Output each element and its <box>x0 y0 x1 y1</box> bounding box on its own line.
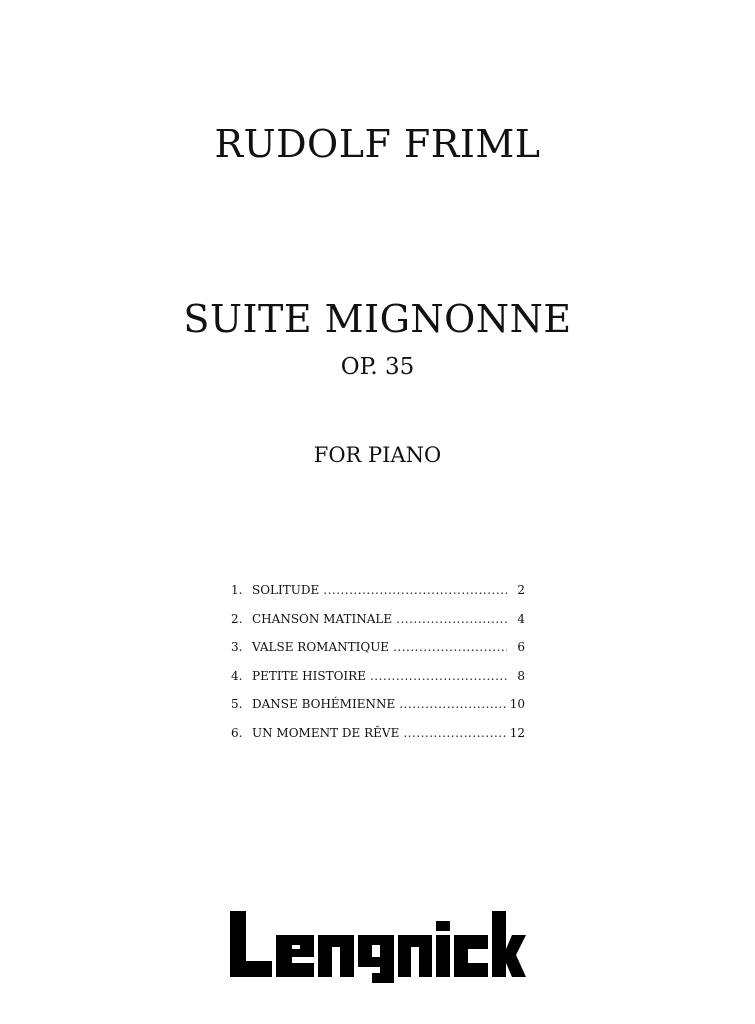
toc-leader-dots <box>396 612 507 626</box>
toc-item-page: 4 <box>517 611 525 626</box>
toc-item-number: 4. <box>231 668 243 683</box>
toc-item-page: 10 <box>509 697 525 712</box>
toc-item-page: 12 <box>509 725 525 740</box>
instrumentation: FOR PIANO <box>313 443 442 467</box>
publisher-logo <box>226 905 528 985</box>
opus-number: OP. 35 <box>340 354 415 380</box>
toc-item-title: UN MOMENT DE RÊVE <box>252 725 400 740</box>
toc-leader-dots <box>323 583 507 597</box>
toc-item-page: 6 <box>517 640 525 655</box>
composer-name: RUDOLF FRIML <box>214 122 541 166</box>
toc-item-page: 2 <box>517 583 525 597</box>
toc-leader-dots <box>370 669 507 683</box>
toc-leader-dots <box>403 726 505 740</box>
toc-item-number: 5. <box>231 697 243 712</box>
toc-item <box>231 726 525 755</box>
toc-item-title: VALSE ROMANTIQUE <box>252 640 390 655</box>
toc-item <box>231 612 525 641</box>
toc-item-title: SOLITUDE <box>252 583 320 597</box>
toc-leader-dots <box>393 640 507 654</box>
toc-leader-dots <box>399 697 505 711</box>
toc-item-title: PETITE HISTOIRE <box>252 668 366 683</box>
toc-item-title: CHANSON MATINALE <box>252 611 393 626</box>
toc-item-number: 3. <box>231 640 243 655</box>
toc-item <box>231 640 525 669</box>
toc-item-title: DANSE BOHÉMIENNE <box>252 697 396 712</box>
toc-item-number: 2. <box>231 611 243 626</box>
work-title: SUITE MIGNONNE <box>183 297 572 341</box>
toc-item-page: 8 <box>517 668 525 683</box>
toc-item <box>231 697 525 726</box>
toc-item <box>231 669 525 698</box>
toc-item <box>231 583 525 612</box>
table-of-contents <box>231 583 525 755</box>
toc-item-number: 6. <box>231 725 243 740</box>
toc-item-number: 1. <box>231 583 243 597</box>
